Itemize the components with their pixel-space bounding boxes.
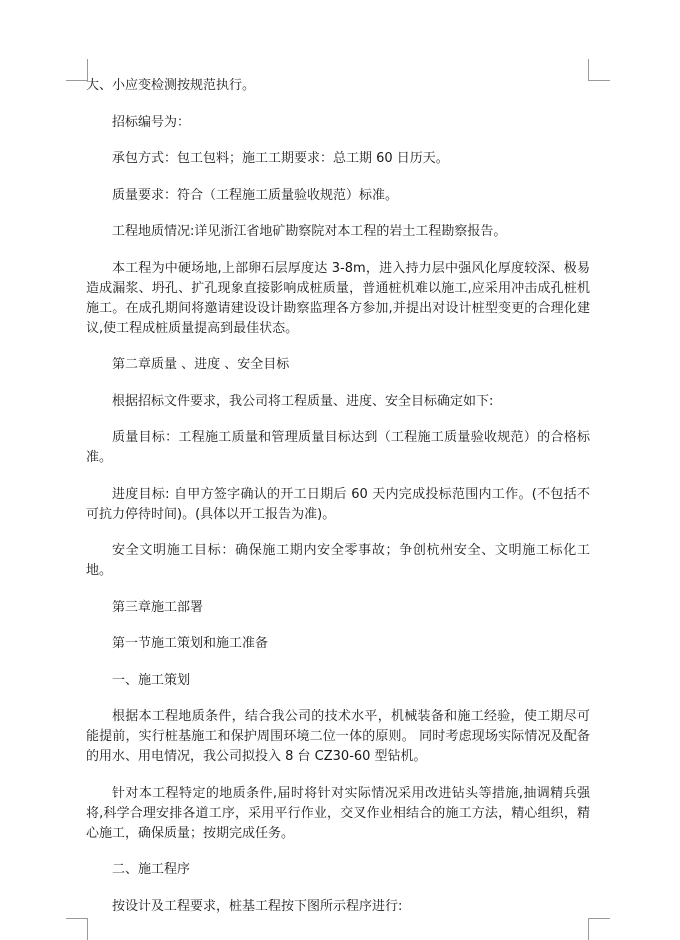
paragraph-schedule-target: 进度目标: 自甲方签字确认的开工日期后 60 天内完成投标范围内工作。(不包括不可抗力停待时间)。(具体以开工报告为准)。 [86, 486, 590, 522]
crop-mark-top-right-horizontal [588, 80, 610, 81]
paragraph-contract-method: 承包方式：包工包料；施工工期要求：总工期 60 日历天。 [112, 151, 449, 166]
paragraph-measures: 针对本工程特定的地质条件,届时将针对实际情况采用改进钻头等措施,抽调精兵强将,科学合理安排各道工序，采用平行作业，交叉作业相结合的施工方法，精心组织，精心施工，确保质量；按期完成任务。 [86, 785, 590, 841]
crop-mark-bottom-right-vertical [588, 918, 589, 940]
crop-mark-bottom-right-horizontal [588, 918, 610, 919]
paragraph-tender-number: 招标编号为： [112, 114, 191, 130]
paragraph-quality-requirement: 质量要求：符合（工程施工质量验收规范）标准。 [112, 187, 399, 203]
paragraph-safety-target: 安全文明施工目标：确保施工期内安全零事故；争创杭州安全、文明施工标化工地。 [86, 543, 590, 578]
chapter-heading-2: 第二章质量 、进度 、安全目标 [112, 357, 290, 372]
crop-mark-bottom-left-vertical [87, 918, 88, 940]
paragraph-procedure: 按设计及工程要求，桩基工程按下图所示程序进行: [112, 898, 403, 914]
subsection-heading-procedure: 二、施工程序 [112, 862, 191, 877]
subsection-heading-planning: 一、施工策划 [112, 672, 191, 688]
paragraph-planning: 根据本工程地质条件，结合我公司的技术水平，机械装备和施工经验，使工期尽可能提前，实行桩基施工和保护周围环境二位一体的原则。 同时考虑现场实际情况及配备的用水、用电情况，我公司拟投入 8 台 CZ30-60 型钻机。 [86, 709, 590, 764]
document-body [86, 76, 590, 917]
chapter-heading-3: 第三章施工部署 [112, 599, 204, 615]
paragraph-strain-test: 大、小应变检测按规范执行。 [86, 78, 256, 93]
crop-mark-bottom-left-horizontal [66, 918, 88, 919]
crop-mark-top-left-horizontal [66, 80, 88, 81]
paragraph-site-description: 本工程为中硬场地,上部卵石层厚度达 3-8m，进入持力层中强风化厚度较深、极易造成漏浆、坍孔、扩孔现象直接影响成桩质量，普通桩机难以施工,应采用冲击成孔桩机施工。在成孔期间将邀请建设设计勘察监理各方参加,并提出对设计桩型变更的合理化建议,使工程成桩质量提高到最佳状态。 [86, 260, 590, 336]
section-heading-1: 第一节施工策划和施工准备 [112, 636, 269, 651]
paragraph-quality-target: 质量目标：工程施工质量和管理质量目标达到（工程施工质量验收规范）的合格标准。 [86, 430, 590, 465]
paragraph-targets-intro: 根据招标文件要求，我公司将工程质量、进度、安全目标确定如下: [112, 393, 494, 409]
paragraph-geology: 工程地质情况:详见浙江省地矿勘察院对本工程的岩土工程勘察报告。 [112, 224, 507, 239]
